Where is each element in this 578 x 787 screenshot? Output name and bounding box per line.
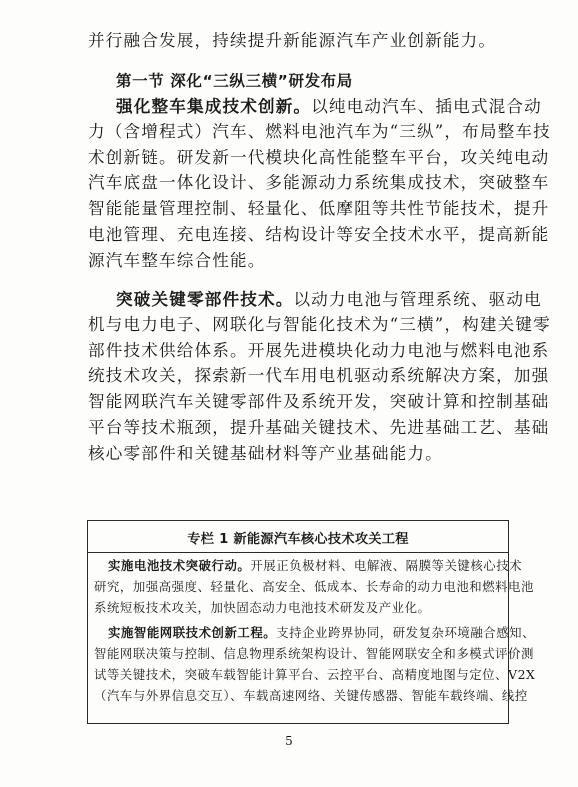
intro-line: 并行融合发展，持续提升新能源汽车产业创新能力。 — [88, 31, 497, 50]
column-box — [87, 520, 536, 724]
box-item1-lead: 实施电池技术突破行动。 — [108, 558, 251, 573]
box-item2-line-2: 智能网联决策与控制、信息物理系统架构设计、智能网联安全和多模式评价测 — [94, 646, 534, 661]
para2-line-6: 平台等技术瓶颈，提升基础关键技术、先进基础工艺、基础 — [88, 418, 550, 437]
para1-line-6: 电池管理、充电连接、结构设计等安全技术水平，提高新能 — [88, 225, 550, 244]
para2-line-2: 机与电力电子、网联化与智能化技术为“三横”，构建关键零 — [88, 315, 551, 334]
para2-line-3: 部件技术供给体系。开展先进模块化动力电池与燃料电池系 — [88, 341, 550, 360]
box-item1-line-3: 系统短板技术攻关，加快固态动力电池技术研发及产业化。 — [94, 600, 431, 615]
box-item2-lead: 实施智能网联技术创新工程。 — [108, 625, 277, 640]
para2-lead: 突破关键零部件技术。 — [116, 289, 294, 309]
column-box-title: 专栏 1 新能源汽车核心技术攻关工程 — [187, 532, 409, 547]
para2-line-5: 智能网联汽车关键零部件及系统开发，突破计算和控制基础 — [88, 392, 550, 411]
box-item2-line-1-text: 支持企业跨界协同，研发复杂环境融合感知、 — [276, 625, 536, 640]
para2-line-7: 核心零部件和关键基础材料等产业基础能力。 — [88, 444, 443, 463]
para1-lead: 强化整车集成技术创新。 — [116, 96, 312, 116]
para1-line-2: 力（含增程式）汽车、燃料电池汽车为“三纵”，布局整车技 — [88, 122, 551, 141]
para1-line-4: 汽车底盘一体化设计、多能源动力系统集成技术，突破整车 — [88, 173, 550, 192]
box-item1-line-1-text: 开展正负极材料、电解液、隔膜等关键核心技术 — [250, 558, 523, 573]
para1-line-1 — [116, 96, 542, 117]
box-item2-line-1 — [108, 625, 535, 641]
para1-line-3: 术创新链。研发新一代模块化高性能整车平台，攻关纯电动 — [88, 148, 550, 167]
para2-line-1-text: 以动力电池与管理系统、驱动电 — [293, 290, 542, 309]
para1-line-1-text: 以纯电动汽车、插电式混合动 — [311, 97, 542, 116]
page-number: 5 — [285, 734, 293, 748]
para1-line-7: 源汽车整车综合性能。 — [88, 251, 266, 270]
box-item1-line-2: 研究，加强高强度、轻量化、高安全、低成本、长寿命的动力电池和燃料电池 — [94, 579, 534, 594]
box-item1-line-1 — [108, 558, 522, 574]
box-item2-line-3: 试等关键技术，突破车载智能计算平台、云控平台、高精度地图与定位、V2X — [94, 667, 536, 682]
para2-line-1 — [116, 289, 542, 310]
section-heading: 第一节 深化“三纵三横”研发布局 — [116, 72, 353, 90]
column-box-title-row — [88, 521, 508, 553]
box-item2-line-4: （汽车与外界信息交互）、车载高速网络、关键传感器、智能车载终端、线控 — [94, 688, 528, 703]
para1-line-5: 智能能量管理控制、轻量化、低摩阻等共性节能技术，提升 — [88, 199, 550, 218]
para2-line-4: 统技术攻关，探索新一代车用电机驱动系统解决方案，加强 — [88, 366, 550, 385]
